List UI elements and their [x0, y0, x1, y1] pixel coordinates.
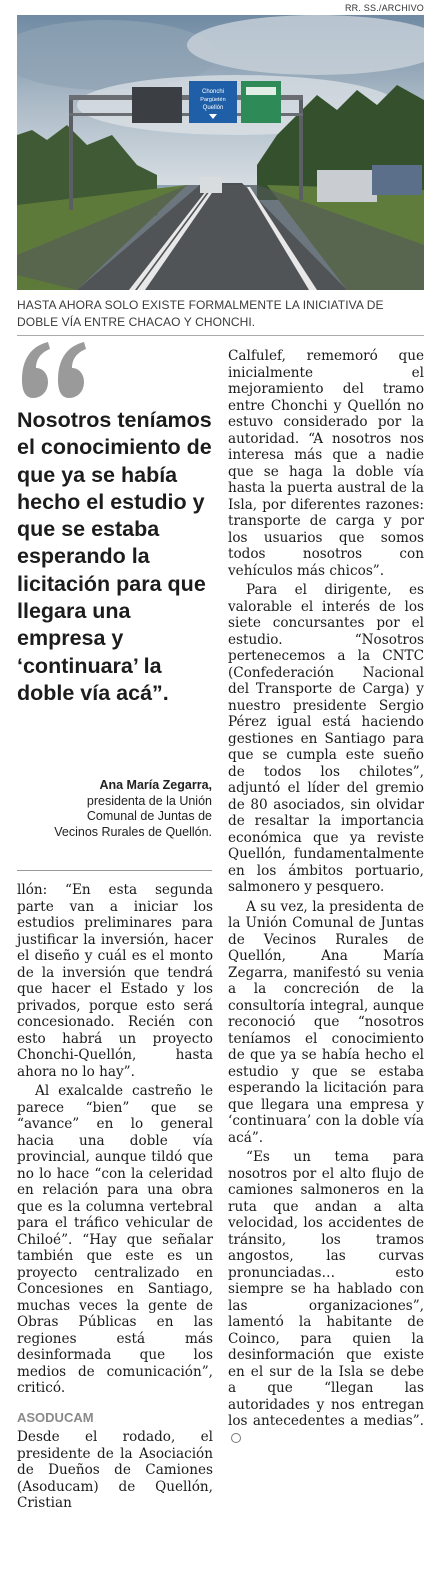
article-column-left	[17, 882, 213, 1512]
road-photo	[17, 15, 424, 290]
pull-quote: Nosotros teníamos el conocimiento de que ya se había hecho el estudio y que se estaba esperando la licitación para que llegara una empresa y ‘continuara’ la doble vía acá”.	[17, 408, 212, 705]
quote-mark-icon	[18, 340, 90, 400]
photo-caption: HASTA AHORA SOLO EXISTE FORMALMENTE LA INICIATIVA DE DOBLE VÍA ENTRE CHACAO Y CHONCHI.	[17, 298, 384, 329]
road-photo-illustration	[17, 15, 424, 290]
caption-rule	[17, 335, 424, 336]
svg-text:Chonchi: Chonchi	[201, 89, 225, 95]
paragraph-last	[228, 1149, 424, 1446]
attribution-divider	[17, 870, 212, 871]
paragraph: A su vez, la presidenta de la Unión Comunal de Juntas de Vecinos Rurales de Quellón, Ana María Zegarra, manifestó su venia a la concreción de la consultoría integral, aunque reconoció que “nosotros teníamos el conocimiento de que ya se había hecho el estudio y que se estaba esperando la licitación para que llegara una empresa y ‘continuara’ con la doble vía acá”.	[228, 898, 424, 1146]
section-subhead: ASODUCAM	[17, 1409, 94, 1425]
article-column-right	[228, 348, 424, 1446]
quote-author-role: presidenta de la Unión Comunal de Juntas de Vecinos Rurales de Quellón.	[54, 793, 212, 839]
paragraph: Al exalcalde castreño le parece “bien” que se “avance” en lo general hacia una doble vía provincial, aunque tildó que no lo hace “con la celeridad en relación para una obra que es la columna vertebral para el tráfico vehicular de Chiloé”. “Hay que señalar también que este es un proyecto centralizado en Concesiones en Santiago, muchas veces la gente de Obras Públicas en las regiones está más desinformada que los medios de comunicación”, criticó.	[17, 1083, 213, 1396]
paragraph: Para el dirigente, es valorable el interés de los siete concursantes por el estudio. “Nosotros pertenecemos a la CNTC (Confederación Nacional del Transporte de Carga) y nuestro presidente Sergio Pérez igual está haciendo gestiones en Santiago para que se cumpla este sueño de todos los chilotes”, adjuntó el líder del gremio de 80 asociados, sin olvidar de resaltar la importancia económica que ya reviste Quellón, fundamentalmente en los ámbitos portuario, salmonero y pesquero.	[228, 582, 424, 895]
paragraph: llón: “En esta segunda parte van a iniciar los estudios preliminares para justificar la inversión, hacer el diseño y cuál es el monto de la inversión que tendrá que hacer el Estado y los privados, porque esto será concesionado. Recién con esto habrá un proyecto Chonchi-Quellón, hasta ahora no lo hay”.	[17, 882, 213, 1080]
svg-text:Pargüetén: Pargüetén	[200, 97, 226, 103]
photo-credit: RR. SS./ARCHIVO	[344, 3, 424, 13]
paragraph: Desde el rodado, el presidente de la Asociación de Dueños de Camiones (Asoducam) de Quellón, Cristian	[17, 1429, 213, 1511]
quote-attribution	[40, 778, 212, 840]
quote-author: Ana María Zegarra,	[99, 778, 212, 792]
svg-text:Quellón: Quellón	[202, 105, 224, 111]
paragraph-text: “Es un tema para nosotros por el alto flujo de camiones salmoneros en la ruta que andan a alta velocidad, los accidentes de tránsito, los tramos angostos, las curvas pronunciadas… esto siempre se ha hablado con las organizaciones”, lamentó la habitante de Coinco, para quien la desinformación que existe en el sur de la Isla se debe a que “llegan las autoridades y nos entregan los antecedentes a medias”.	[228, 1149, 424, 1429]
paragraph: Calfulef, rememoró que inicialmente el mejoramiento del tramo entre Chonchi y Quellón no estuvo considerado por la autoridad. “A nosotros nos interesa más que a nadie que se haga la doble vía hasta la puerta austral de la Isla, por diferentes razones: transporte de carga y por los usuarios que somos todos nosotros con vehículos más chicos”.	[228, 348, 424, 579]
end-mark-icon	[231, 1433, 241, 1443]
